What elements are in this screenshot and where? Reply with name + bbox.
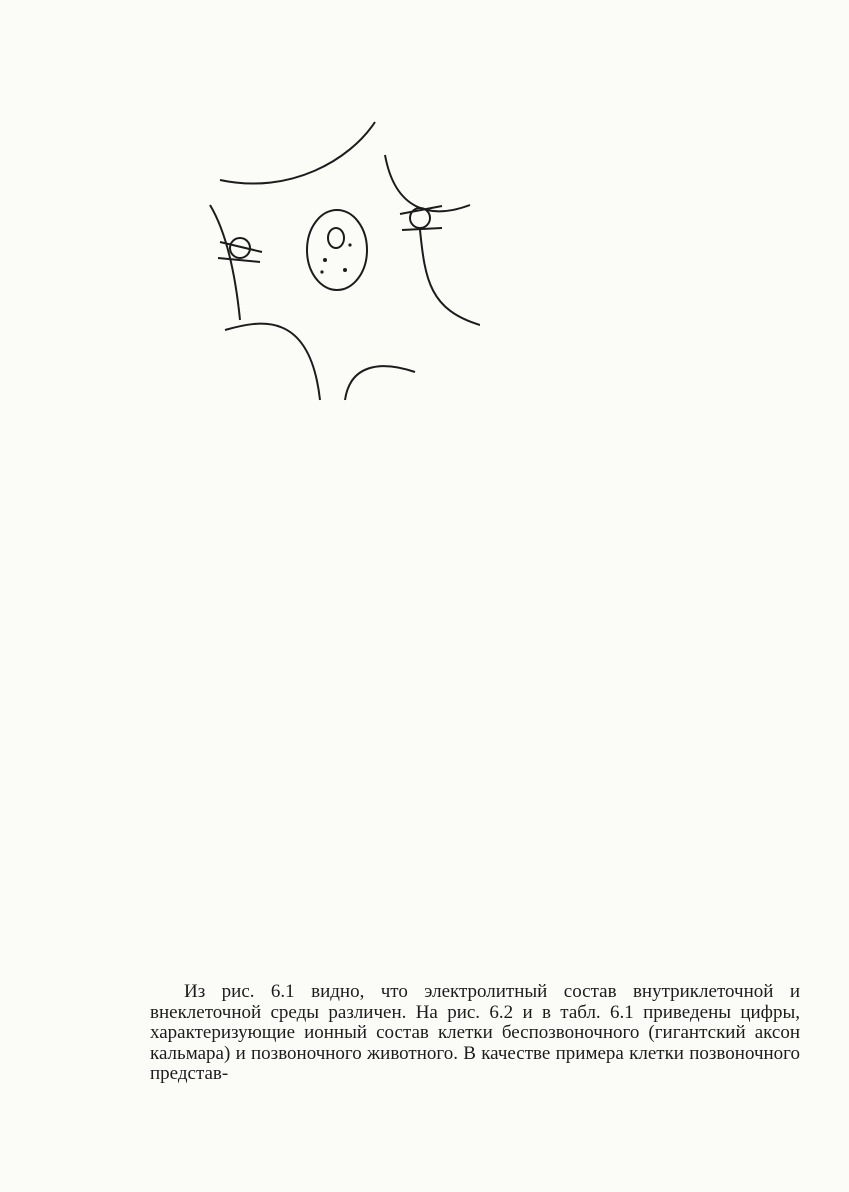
nucleus-outline: [307, 210, 367, 290]
membrane-top-left: [220, 122, 375, 184]
membrane-bottom-left: [225, 324, 320, 400]
nucleolus: [328, 228, 344, 248]
figure-6-2-ion-chart: [140, 664, 820, 926]
membrane-left: [210, 205, 240, 320]
membrane-bottom-right: [345, 366, 415, 400]
membrane-top-right: [385, 155, 470, 211]
membrane-right: [420, 230, 480, 325]
paragraph-composition: Из рис. 6.1 видно, что электролитный состав внутриклеточной и внеклеточной среды различен. На рис. 6.2 и в табл. 6.1 приведены цифры, характеризующие ионный состав клетки беспозвоночного (гигантский аксон кальмара) и позвоночного животного. В качестве примера клетки позвоночного представ-: [150, 981, 800, 1084]
figure-6-1-neuron-diagram: [180, 110, 480, 410]
